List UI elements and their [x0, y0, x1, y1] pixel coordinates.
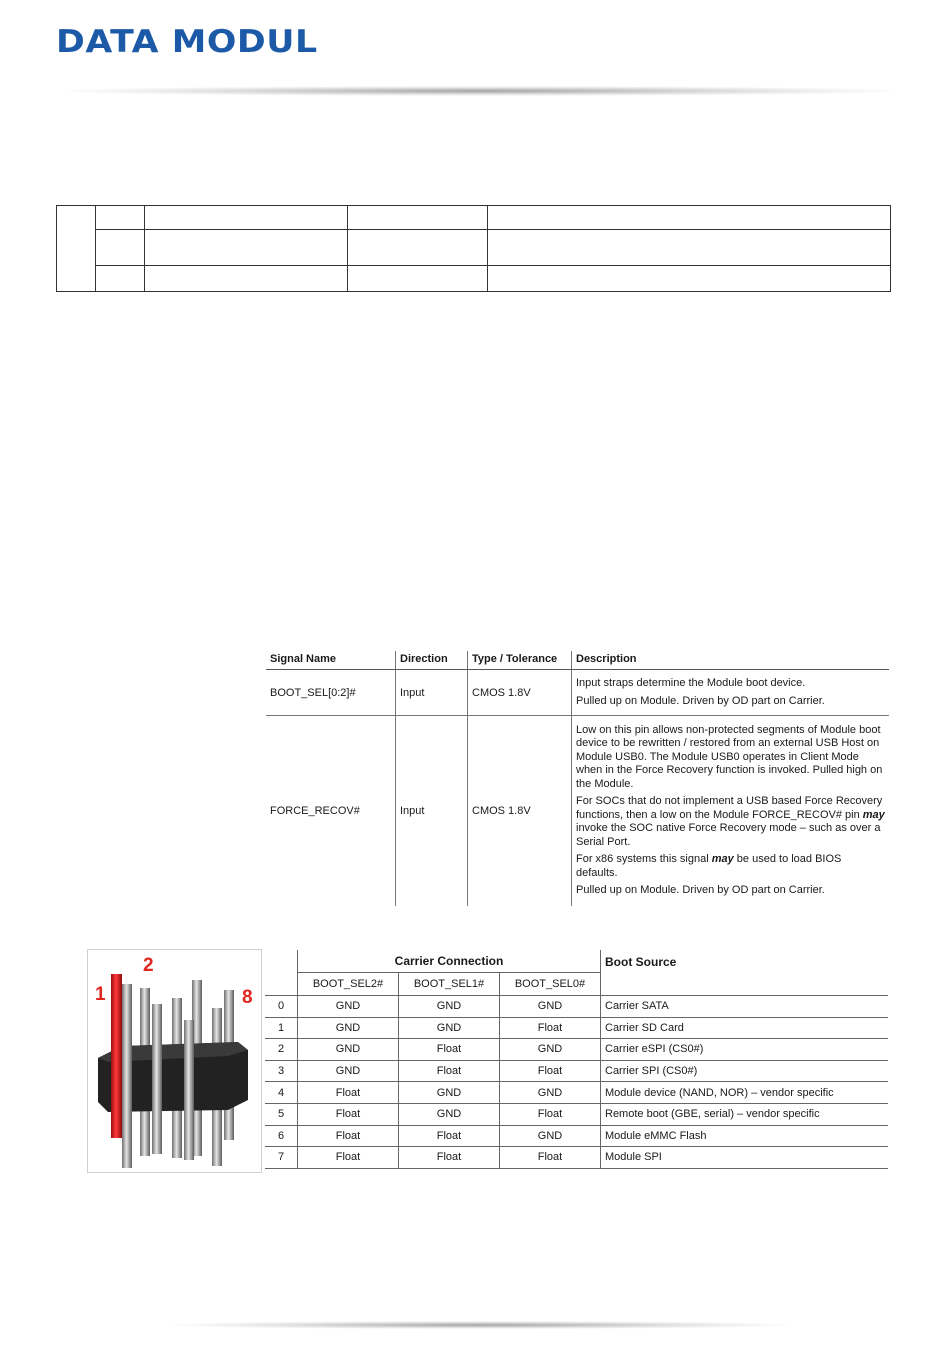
description-text: Pulled up on Module. Driven by OD part on Carrier.: [576, 884, 825, 897]
boot-source-value: Module device (NAND, NOR) – vendor specific: [601, 1082, 889, 1104]
boot-sel2-value: Float: [298, 1147, 399, 1169]
signal-name: BOOT_SEL[0:2]#: [266, 670, 396, 716]
boot-source-header: Boot Source: [601, 950, 889, 996]
pin-header-drawing: [88, 950, 261, 1172]
boot-sel1-value: GND: [399, 1103, 500, 1125]
footer-divider: [170, 1321, 790, 1329]
boot-sel0-value: GND: [500, 1125, 601, 1147]
boot-sel2-value: GND: [298, 1017, 399, 1039]
signal-direction: Input: [396, 716, 468, 906]
header-signal-name: Signal Name: [266, 651, 396, 670]
boot-sel1-value: Float: [399, 1060, 500, 1082]
pin-label-1: 1: [95, 984, 106, 1005]
description-text: Low on this pin allows non-protected segments of Module boot device to be rewritten / restored from an external USB Host on Module USB0. The Module USB0 operates in Client Mode when in the Force Recovery function is invoked. Pulled high on the Module.: [576, 723, 883, 790]
blank-cell: [488, 230, 891, 266]
boot-sel0-value: GND: [500, 996, 601, 1018]
boot-index: 5: [265, 1103, 298, 1125]
header-direction: Direction: [396, 651, 468, 670]
description-text: Input straps determine the Module boot device.: [576, 677, 806, 689]
table-row: [265, 1017, 888, 1039]
signal-direction: Input: [396, 670, 468, 716]
col-header-boot-sel2: BOOT_SEL2#: [298, 973, 399, 996]
table-row: [265, 1147, 888, 1169]
table-row: [265, 1125, 888, 1147]
table-row: [266, 716, 889, 906]
boot-index: 2: [265, 1039, 298, 1061]
blank-table-frame: [56, 205, 891, 292]
boot-sel0-value: GND: [500, 1039, 601, 1061]
pin-label-2: 2: [143, 955, 154, 976]
boot-source-value: Module SPI: [601, 1147, 889, 1169]
col-header-boot-sel1: BOOT_SEL1#: [399, 973, 500, 996]
boot-sel2-value: Float: [298, 1125, 399, 1147]
blank-cell: [488, 266, 891, 292]
blank-cell: [145, 230, 348, 266]
table-row: [266, 670, 889, 716]
blank-cell: [96, 206, 145, 230]
boot-sel1-value: GND: [399, 1017, 500, 1039]
table-row: [265, 1082, 888, 1104]
boot-index: 4: [265, 1082, 298, 1104]
boot-sel2-value: Float: [298, 1082, 399, 1104]
signal-name: FORCE_RECOV#: [270, 804, 360, 817]
header-description: Description: [572, 651, 890, 670]
signal-table-header: [266, 651, 889, 670]
table-row: [265, 1103, 888, 1125]
corner-cell: [265, 973, 298, 996]
boot-sel2-value: GND: [298, 996, 399, 1018]
description-text: For x86 systems this signal may be used to load BIOS defaults.: [576, 853, 842, 879]
boot-sel1-value: Float: [399, 1147, 500, 1169]
blank-cell: [57, 206, 96, 292]
boot-table-group-header: [265, 950, 888, 973]
boot-index: 7: [265, 1147, 298, 1169]
boot-sel2-value: Float: [298, 1103, 399, 1125]
company-logo: DATA MODUL: [56, 24, 318, 60]
blank-cell: [348, 230, 488, 266]
signal-description: [572, 716, 890, 906]
pin-header-image: [87, 949, 262, 1173]
boot-sel0-value: Float: [500, 1103, 601, 1125]
boot-sel1-value: GND: [399, 996, 500, 1018]
blank-cell: [145, 206, 348, 230]
description-text: For SOCs that do not implement a USB based Force Recovery functions, then a low on the Module FORCE_RECOV# pin may invoke the SOC native Force Recovery mode – such as over a Serial Port.: [576, 795, 885, 848]
boot-sel2-value: GND: [298, 1060, 399, 1082]
boot-sel1-value: Float: [399, 1039, 500, 1061]
boot-source-value: Carrier eSPI (CS0#): [601, 1039, 889, 1061]
header-type: Type / Tolerance: [468, 651, 572, 670]
table-row: [265, 1060, 888, 1082]
blank-cell: [348, 266, 488, 292]
blank-cell: [96, 230, 145, 266]
table-row: [265, 996, 888, 1018]
signal-type: CMOS 1.8V: [468, 716, 572, 906]
signal-table: [266, 651, 889, 906]
blank-cell: [96, 266, 145, 292]
boot-index: 6: [265, 1125, 298, 1147]
blank-cell: [348, 206, 488, 230]
header-divider: [60, 86, 900, 96]
boot-sel0-value: Float: [500, 1017, 601, 1039]
blank-cell: [145, 266, 348, 292]
corner-cell: [265, 950, 298, 973]
boot-index: 0: [265, 996, 298, 1018]
boot-source-value: Carrier SATA: [601, 996, 889, 1018]
boot-sel2-value: GND: [298, 1039, 399, 1061]
col-header-boot-sel0: BOOT_SEL0#: [500, 973, 601, 996]
boot-sel1-value: GND: [399, 1082, 500, 1104]
blank-cell: [488, 206, 891, 230]
description-text: Pulled up on Module. Driven by OD part on Carrier.: [576, 694, 825, 707]
boot-sel0-value: Float: [500, 1060, 601, 1082]
signal-description: [572, 670, 890, 716]
boot-source-value: Remote boot (GBE, serial) – vendor specific: [601, 1103, 889, 1125]
boot-sel0-value: Float: [500, 1147, 601, 1169]
table-row: [265, 1039, 888, 1061]
carrier-connection-header: Carrier Connection: [298, 950, 601, 973]
signal-type: CMOS 1.8V: [468, 670, 572, 716]
boot-sel0-value: GND: [500, 1082, 601, 1104]
boot-select-table: [265, 950, 888, 1169]
boot-source-value: Module eMMC Flash: [601, 1125, 889, 1147]
pin-label-8: 8: [242, 987, 253, 1008]
boot-source-value: Carrier SD Card: [601, 1017, 889, 1039]
boot-sel1-value: Float: [399, 1125, 500, 1147]
boot-index: 3: [265, 1060, 298, 1082]
boot-source-value: Carrier SPI (CS0#): [601, 1060, 889, 1082]
boot-index: 1: [265, 1017, 298, 1039]
